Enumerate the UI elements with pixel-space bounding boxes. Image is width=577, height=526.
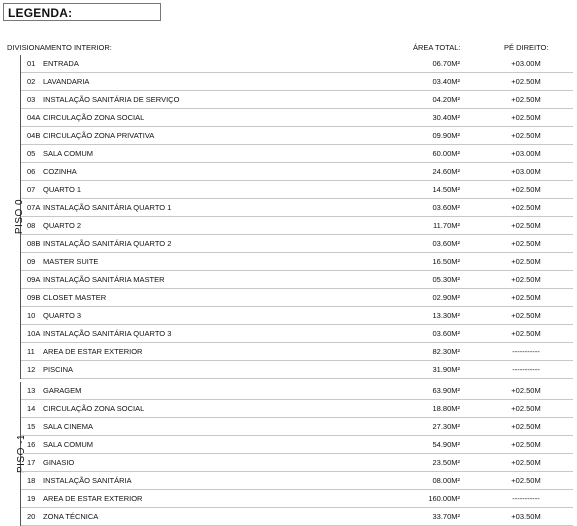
room-code: 02 [27, 77, 36, 86]
room-area: 09.90M² [432, 131, 460, 140]
floor-group [16, 382, 573, 526]
room-area: 60.00M² [432, 149, 460, 158]
room-code: 04B [27, 131, 41, 140]
room-name: QUARTO 3 [43, 311, 82, 320]
room-pe-direito: +02.50M [511, 221, 541, 230]
room-code: 06 [27, 167, 36, 176]
room-name: INSTALAÇÃO SANITÁRIA DE SERVIÇO [43, 95, 180, 104]
room-name: INSTALAÇÃO SANITÁRIA [43, 476, 132, 485]
room-pe-direito: +02.50M [511, 131, 541, 140]
room-name: LAVANDARIA [43, 77, 90, 86]
room-code: 10A [27, 329, 41, 338]
table-row [21, 217, 573, 235]
room-code: 09B [27, 293, 41, 302]
legend-title: LEGENDA: [8, 6, 73, 20]
room-name: COZINHA [43, 167, 77, 176]
room-area: 06.70M² [432, 59, 460, 68]
table-row [21, 436, 573, 454]
room-name: INSTALAÇÃO SANITÁRIA QUARTO 3 [43, 329, 172, 338]
room-pe-direito: +02.50M [511, 239, 541, 248]
room-code: 04A [27, 113, 41, 122]
room-table [0, 55, 577, 526]
table-row [21, 289, 573, 307]
table-row [21, 55, 573, 73]
room-code: 12 [27, 365, 36, 374]
room-area: 03.40M² [432, 77, 460, 86]
table-row [21, 382, 573, 400]
table-row [21, 253, 573, 271]
room-pe-direito: +03.00M [511, 59, 541, 68]
room-name: SALA COMUM [43, 440, 94, 449]
table-row [21, 127, 573, 145]
column-header-pe-direito: PÉ DIREITO: [504, 43, 549, 52]
room-code: 19 [27, 494, 36, 503]
room-pe-direito: +02.50M [511, 329, 541, 338]
room-area: 05.30M² [432, 275, 460, 284]
room-code: 14 [27, 404, 36, 413]
room-pe-direito: +02.50M [511, 311, 541, 320]
table-row [21, 418, 573, 436]
room-pe-direito: +02.50M [511, 275, 541, 284]
room-pe-direito: +03.00M [511, 149, 541, 158]
table-row [21, 91, 573, 109]
table-row [21, 307, 573, 325]
room-code: 11 [27, 347, 35, 356]
table-row [21, 181, 573, 199]
room-pe-direito: +02.50M [511, 404, 541, 413]
room-pe-direito: +02.50M [511, 458, 541, 467]
room-name: GINASIO [43, 458, 75, 467]
room-code: 03 [27, 95, 36, 104]
room-code: 07 [27, 185, 36, 194]
room-pe-direito: +02.50M [511, 293, 541, 302]
table-row [21, 73, 573, 91]
room-name: SALA CINEMA [43, 422, 94, 431]
room-pe-direito: +02.50M [511, 77, 541, 86]
room-name: INSTALAÇÃO SANITÁRIA QUARTO 2 [43, 239, 172, 248]
table-row [21, 271, 573, 289]
room-name: GARAGEM [43, 386, 82, 395]
table-row [21, 109, 573, 127]
room-name: INSTALAÇÃO SANITÁRIA MASTER [43, 275, 165, 284]
room-pe-direito: +02.50M [511, 203, 541, 212]
room-code: 09 [27, 257, 36, 266]
table-row [21, 361, 573, 379]
room-code: 18 [27, 476, 36, 485]
room-code: 09A [27, 275, 41, 284]
table-row [21, 490, 573, 508]
column-header-division: DIVISIONAMENTO INTERIOR: [7, 43, 112, 52]
table-row [21, 325, 573, 343]
room-area: 63.90M² [432, 386, 460, 395]
room-area: 27.30M² [432, 422, 460, 431]
room-area: 31.90M² [432, 365, 460, 374]
room-name: QUARTO 2 [43, 221, 82, 230]
room-area: 30.40M² [432, 113, 460, 122]
room-area: 82.30M² [432, 347, 460, 356]
floor-group [14, 55, 573, 379]
table-row [21, 343, 573, 361]
room-code: 08 [27, 221, 36, 230]
room-name: INSTALAÇÃO SANITÁRIA QUARTO 1 [43, 203, 172, 212]
table-row [21, 235, 573, 253]
room-code: 17 [27, 458, 36, 467]
room-pe-direito: +02.50M [511, 422, 541, 431]
column-header-area: ÁREA TOTAL: [413, 43, 461, 52]
room-pe-direito: +03.00M [511, 167, 541, 176]
room-area: 03.60M² [432, 203, 460, 212]
room-name: AREA DE ESTAR EXTERIOR [43, 347, 143, 356]
room-name: ENTRADA [43, 59, 79, 68]
table-row [21, 454, 573, 472]
room-name: CIRCULAÇÃO ZONA SOCIAL [43, 113, 145, 122]
table-row [21, 199, 573, 217]
room-area: 02.90M² [432, 293, 460, 302]
room-pe-direito: +02.50M [511, 95, 541, 104]
room-pe-direito: ----------- [512, 494, 540, 503]
room-code: 05 [27, 149, 36, 158]
room-name: AREA DE ESTAR EXTERIOR [43, 494, 143, 503]
room-name: ZONA TÉCNICA [43, 512, 99, 521]
room-code: 07A [27, 203, 41, 212]
table-row [21, 163, 573, 181]
room-area: 04.20M² [432, 95, 460, 104]
room-code: 13 [27, 386, 36, 395]
room-pe-direito: +02.50M [511, 440, 541, 449]
room-name: CIRCULAÇÃO ZONA SOCIAL [43, 404, 145, 413]
room-area: 54.90M² [432, 440, 460, 449]
room-area: 13.30M² [432, 311, 460, 320]
room-area: 14.50M² [432, 185, 460, 194]
table-row [21, 400, 573, 418]
room-area: 24.60M² [432, 167, 460, 176]
table-row [21, 508, 573, 526]
room-pe-direito: +02.50M [511, 476, 541, 485]
room-area: 16.50M² [432, 257, 460, 266]
room-code: 16 [27, 440, 36, 449]
room-pe-direito: +02.50M [511, 386, 541, 395]
room-area: 33.70M² [432, 512, 460, 521]
room-area: 08.00M² [432, 476, 460, 485]
room-name: PISCINA [43, 365, 74, 374]
room-pe-direito: +02.50M [511, 257, 541, 266]
room-pe-direito: ----------- [512, 347, 540, 356]
room-pe-direito: +02.50M [511, 113, 541, 122]
room-area: 23.50M² [432, 458, 460, 467]
room-area: 11.70M² [433, 221, 460, 230]
room-name: SALA COMUM [43, 149, 94, 158]
floor-label [2, 198, 26, 235]
legend-box [3, 3, 161, 21]
room-code: 20 [27, 512, 36, 521]
table-row [21, 145, 573, 163]
room-pe-direito: +02.50M [511, 185, 541, 194]
room-name: QUARTO 1 [43, 185, 82, 194]
room-code: 08B [27, 239, 41, 248]
table-row [21, 472, 573, 490]
floor-label [2, 433, 28, 474]
floor-label-text: PISO 0 [14, 198, 26, 235]
room-area: 03.60M² [432, 329, 460, 338]
room-name: CLOSET MASTER [43, 293, 107, 302]
room-code: 15 [27, 422, 36, 431]
room-pe-direito: ----------- [512, 365, 540, 374]
room-area: 18.80M² [432, 404, 460, 413]
room-name: MASTER SUITE [43, 257, 99, 266]
room-pe-direito: +03.50M [511, 512, 541, 521]
room-name: CIRCULAÇÃO ZONA PRIVATIVA [43, 131, 155, 140]
room-code: 01 [27, 59, 36, 68]
floor-label-text: PISO -1 [16, 433, 28, 474]
room-code: 10 [27, 311, 36, 320]
room-area: 03.60M² [432, 239, 460, 248]
room-area: 160.00M² [428, 494, 460, 503]
